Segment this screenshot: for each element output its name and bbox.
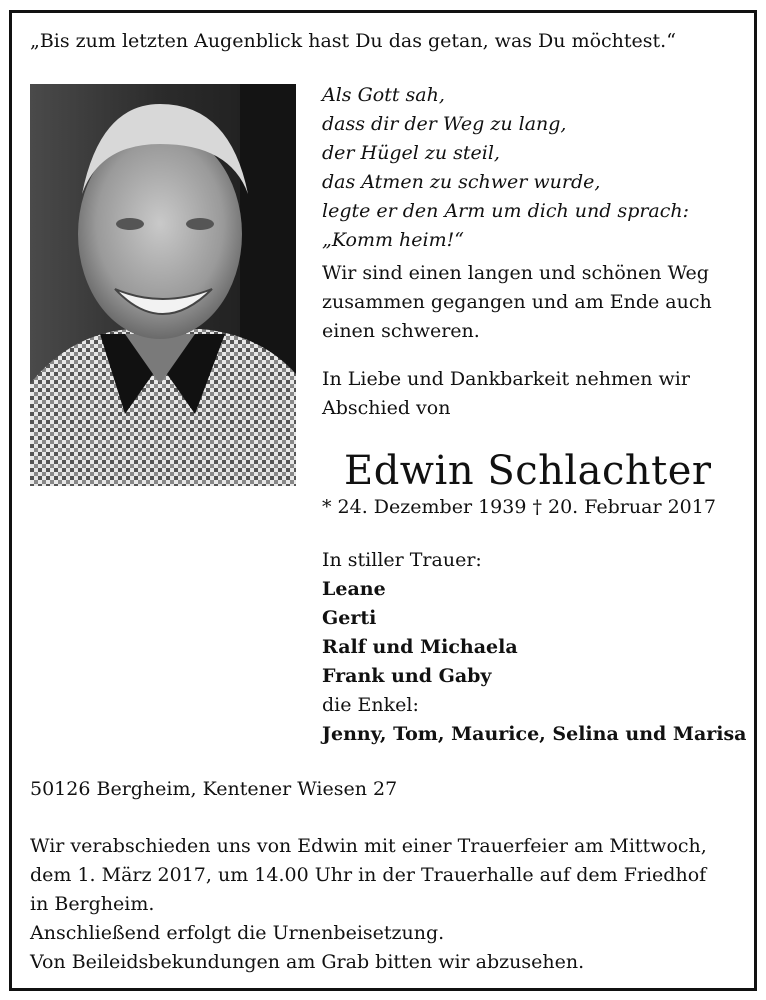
footer-line: dem 1. März 2017, um 14.00 Uhr in der Trauerhalle auf dem Friedhof	[30, 864, 707, 886]
farewell-paragraph	[322, 259, 712, 346]
mourners-intro: In stiller Trauer:	[322, 549, 482, 571]
paragraph-line: einen schweren.	[322, 320, 480, 342]
dedication-paragraph	[322, 365, 690, 423]
poem-line: das Atmen zu schwer wurde,	[322, 171, 601, 193]
paragraph-line: Wir sind einen langen und schönen Weg	[322, 262, 709, 284]
mourner-name: Ralf und Michaela	[322, 636, 518, 658]
footer-line: in Bergheim.	[30, 893, 155, 915]
paragraph-line: Abschied von	[322, 397, 451, 419]
footer-line: Von Beileidsbekundungen am Grab bitten wir abzusehen.	[30, 951, 585, 973]
poem-line: Als Gott sah,	[322, 84, 445, 106]
grandchildren-names: Jenny, Tom, Maurice, Selina und Marisa	[322, 723, 747, 745]
address: 50126 Bergheim, Kentener Wiesen 27	[30, 778, 398, 800]
mourner-name: Frank und Gaby	[322, 665, 492, 687]
portrait-image	[30, 84, 296, 486]
poem-line: dass dir der Weg zu lang,	[322, 113, 567, 135]
mourner-name: Gerti	[322, 607, 377, 629]
mourner-name: Leane	[322, 578, 386, 600]
paragraph-line: In Liebe und Dankbarkeit nehmen wir	[322, 368, 690, 390]
poem	[322, 81, 689, 255]
deceased-name: Edwin Schlachter	[344, 448, 712, 494]
portrait-photo	[30, 84, 296, 486]
poem-line: der Hügel zu steil,	[322, 142, 500, 164]
poem-line: „Komm heim!“	[322, 229, 464, 251]
life-dates: * 24. Dezember 1939 † 20. Februar 2017	[322, 496, 716, 518]
opening-quote: „Bis zum letzten Augenblick hast Du das getan, was Du möchtest.“	[30, 30, 676, 52]
funeral-details	[30, 832, 707, 977]
grandchildren-label: die Enkel:	[322, 694, 419, 716]
mourners-list	[322, 546, 747, 749]
poem-line: legte er den Arm um dich und sprach:	[322, 200, 690, 222]
footer-line: Wir verabschieden uns von Edwin mit einer Trauerfeier am Mittwoch,	[30, 835, 707, 857]
paragraph-line: zusammen gegangen und am Ende auch	[322, 291, 712, 313]
footer-line: Anschließend erfolgt die Urnenbeisetzung.	[30, 922, 445, 944]
